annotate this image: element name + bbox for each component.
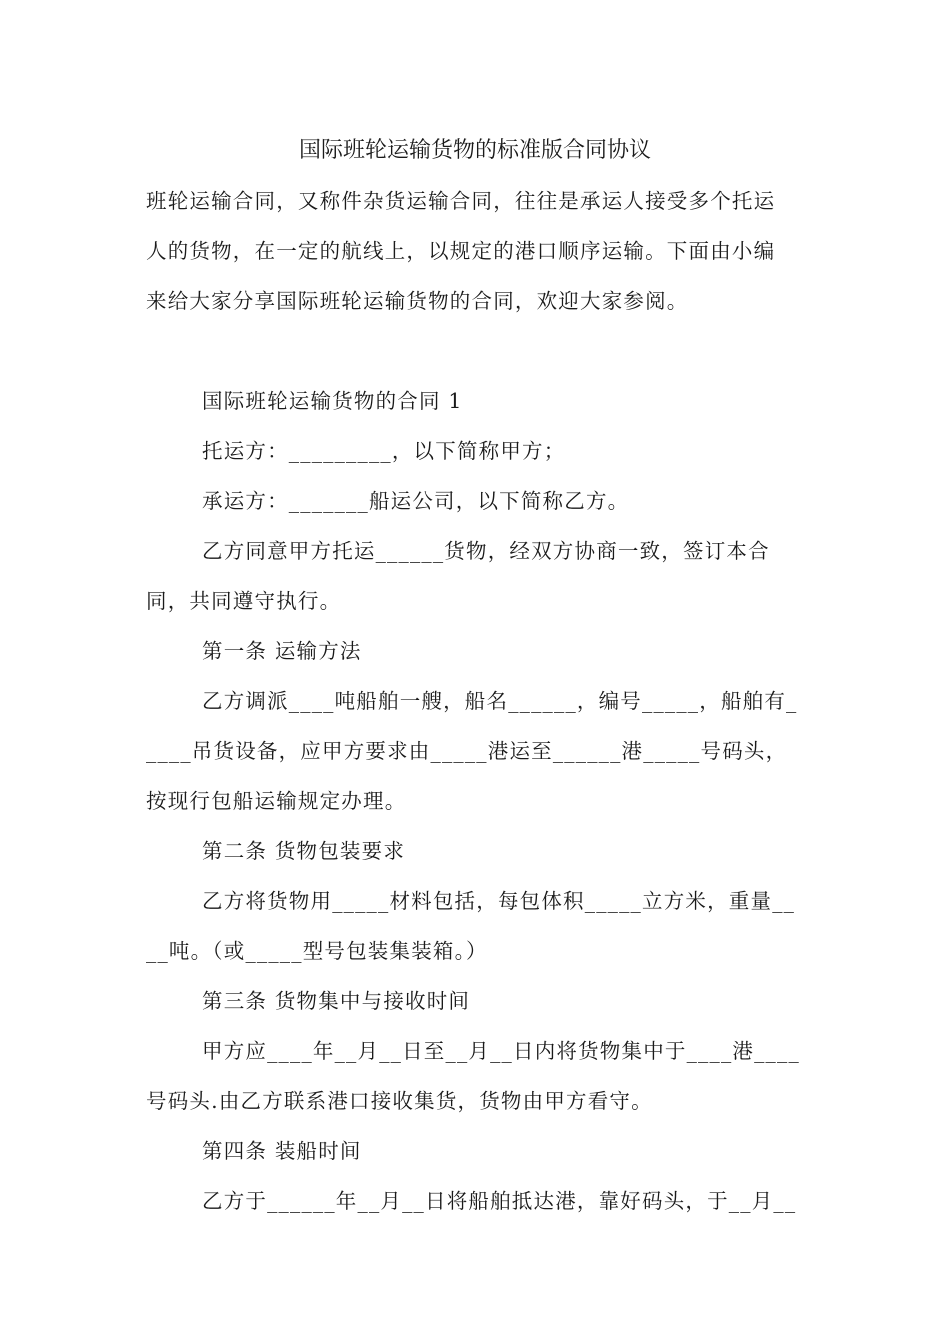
intro-line-3: 来给大家分享国际班轮运输货物的合同，欢迎大家参阅。 — [146, 289, 689, 313]
article-3-heading: 第三条 货物集中与接收时间 — [202, 989, 471, 1013]
article-1-line-1: 乙方调派____吨船舶一艘，船名______，编号_____，船舶有_ — [202, 689, 798, 713]
shipper-line: 托运方：_________，以下简称甲方； — [202, 439, 566, 463]
article-1-heading: 第一条 运输方法 — [202, 639, 362, 663]
article-3-line-1: 甲方应____年__月__日至__月__日内将货物集中于____港____ — [202, 1039, 800, 1063]
intro-line-2: 人的货物，在一定的航线上，以规定的港口顺序运输。下面由小编 — [146, 239, 776, 263]
article-2-line-2: __吨。（或_____型号包装集装箱。） — [146, 939, 488, 963]
article-3-line-2: 号码头.由乙方联系港口接收集货，货物由甲方看守。 — [146, 1089, 653, 1113]
document-title: 国际班轮运输货物的标准版合同协议 — [298, 138, 651, 163]
article-4-heading: 第四条 装船时间 — [202, 1139, 362, 1163]
agreement-line-2: 同，共同遵守执行。 — [146, 589, 342, 613]
carrier-line: 承运方：_______船运公司，以下简称乙方。 — [202, 489, 630, 513]
intro-line-1: 班轮运输合同，又称件杂货运输合同，往往是承运人接受多个托运 — [146, 189, 776, 213]
article-2-heading: 第二条 货物包装要求 — [202, 839, 406, 863]
article-2-line-1: 乙方将货物用_____材料包括，每包体积_____立方米，重量__ — [202, 889, 796, 913]
article-4-line-1: 乙方于______年__月__日将船舶抵达港，靠好码头，于__月__ — [202, 1189, 797, 1213]
agreement-line-1: 乙方同意甲方托运______货物，经双方协商一致，签订本合 — [202, 539, 770, 563]
contract-heading: 国际班轮运输货物的合同 1 — [202, 389, 463, 413]
article-1-line-2: ____吊货设备，应甲方要求由_____港运至______港_____号码头， — [146, 739, 788, 763]
article-1-line-3: 按现行包船运输规定办理。 — [146, 789, 407, 813]
